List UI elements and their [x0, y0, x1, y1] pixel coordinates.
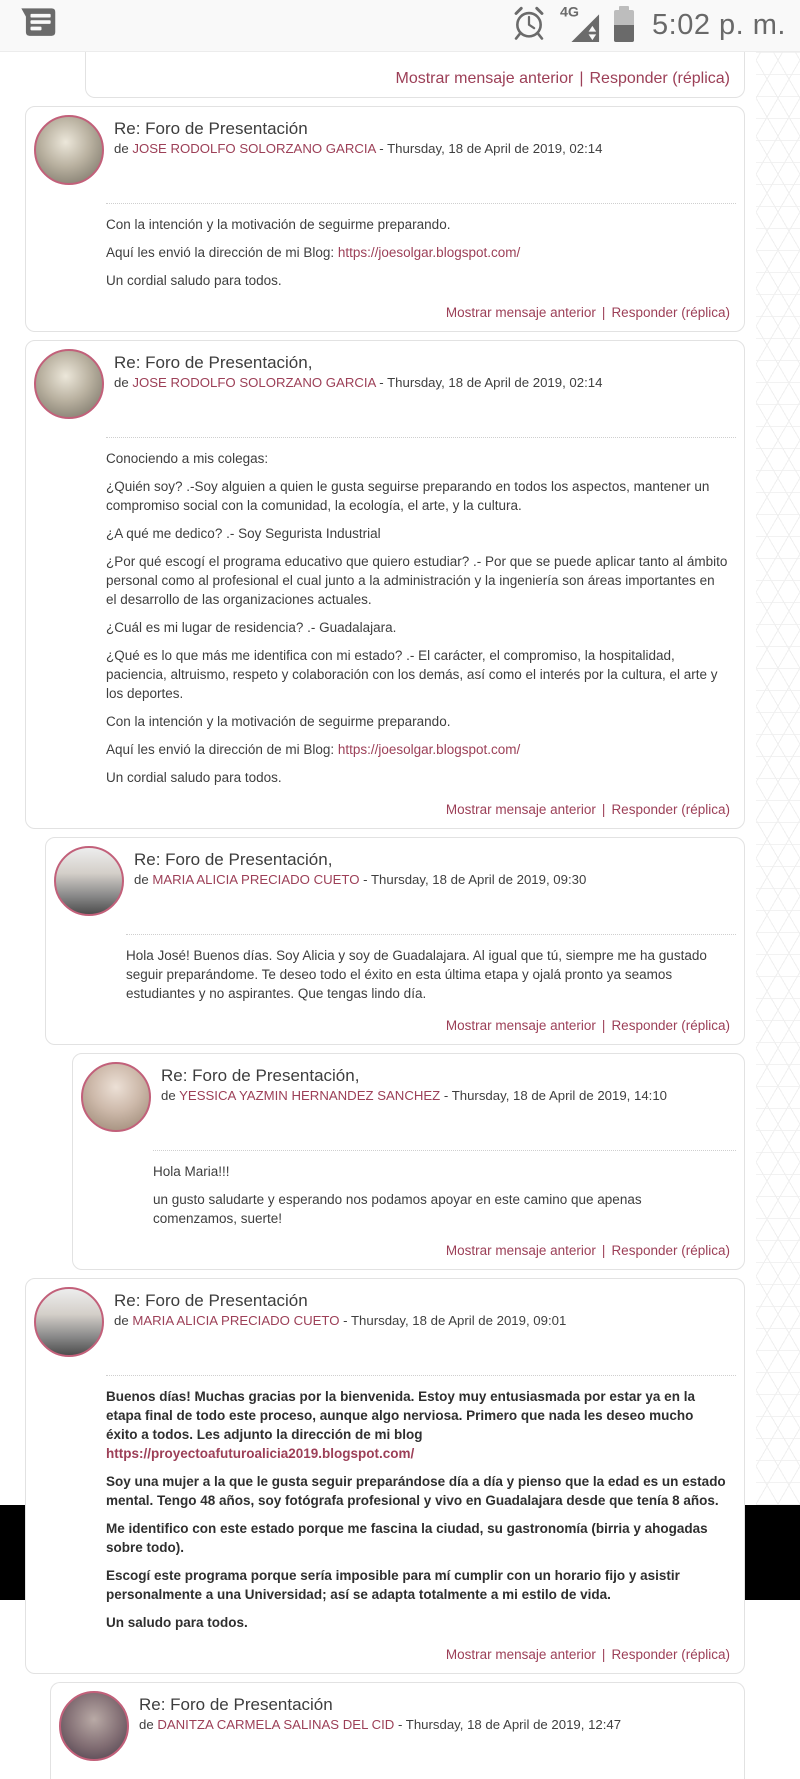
show-parent-link[interactable]: Mostrar mensaje anterior: [395, 70, 574, 87]
post-footer-links: [395, 70, 730, 88]
forum-post: [50, 1682, 745, 1779]
forum-post: [25, 340, 745, 829]
forum-post-partial: [85, 52, 745, 98]
author-link[interactable]: DANITZA CARMELA SALINAS DEL CID: [157, 1717, 395, 1733]
show-parent-link[interactable]: Mostrar mensaje anterior: [445, 1647, 596, 1662]
footer-divider: |: [601, 1018, 606, 1033]
post-meta: de JOSE RODOLFO SOLORZANO GARCIA - Thursday, 18 de April de 2019, 02:14: [114, 141, 603, 157]
forum-post: [25, 106, 745, 332]
footer-divider: |: [601, 1647, 606, 1662]
status-bar: [0, 0, 800, 52]
show-parent-link[interactable]: Mostrar mensaje anterior: [445, 802, 596, 817]
reply-link[interactable]: Responder (réplica): [611, 802, 730, 817]
blog-link[interactable]: https://proyectoafuturoalicia2019.blogspot.com/: [106, 1446, 415, 1461]
post-body: Hola Maria!!! un gusto saludarte y esperando nos podamos apoyar en este camino que apenas comenzamos, suerte!: [153, 1164, 642, 1226]
avatar[interactable]: [81, 1062, 151, 1132]
post-date: - Thursday, 18 de April de 2019, 02:14: [375, 375, 603, 391]
post-footer-links: [446, 1243, 730, 1258]
post-date: - Thursday, 18 de April de 2019, 02:14: [375, 141, 603, 157]
avatar[interactable]: [34, 1287, 104, 1357]
author-link[interactable]: MARIA ALICIA PRECIADO CUETO: [152, 872, 360, 888]
post-title: Re: Foro de Presentación: [139, 1695, 333, 1714]
author-link[interactable]: MARIA ALICIA PRECIADO CUETO: [132, 1313, 340, 1329]
post-date: - Thursday, 18 de April de 2019, 09:01: [339, 1313, 567, 1329]
reply-link[interactable]: Responder (réplica): [611, 1243, 730, 1258]
post-title: Re: Foro de Presentación,: [114, 353, 313, 372]
post-body: Con la intención y la motivación de seguirme preparando. Aquí les envió la dirección de mi Blog: https://joesolgar.blogspot.com/ Un cordial saludo para todos.: [106, 217, 521, 288]
reply-link[interactable]: Responder (réplica): [611, 305, 730, 320]
post-title: Re: Foro de Presentación: [114, 1291, 308, 1310]
forum-post: [45, 837, 745, 1045]
author-link[interactable]: JOSE RODOLFO SOLORZANO GARCIA: [132, 141, 376, 157]
footer-divider: |: [601, 802, 606, 817]
post-title: Re: Foro de Presentación,: [134, 850, 333, 869]
footer-divider: |: [601, 305, 606, 320]
forum-post: [72, 1053, 745, 1270]
footer-divider: |: [579, 70, 584, 87]
post-body: Hola José! Buenos días. Soy Alicia y soy de Guadalajara. Al igual que tú, siempre me ha gustado seguir preparándome. Te deseo todo el éxito en esta última etapa y ojalá pronto ya seamos estudiantes y no aspirantes. Que tengas lindo día.: [126, 948, 707, 1001]
footer-divider: |: [601, 1243, 606, 1258]
reply-link[interactable]: Responder (réplica): [611, 1647, 730, 1662]
post-meta: de YESSICA YAZMIN HERNANDEZ SANCHEZ - Thursday, 18 de April de 2019, 14:10: [161, 1088, 667, 1104]
post-meta: de MARIA ALICIA PRECIADO CUETO - Thursday, 18 de April de 2019, 09:30: [134, 872, 587, 888]
post-footer-links: [446, 1647, 730, 1662]
post-title: Re: Foro de Presentación,: [161, 1066, 360, 1085]
avatar[interactable]: [34, 115, 104, 185]
post-date: - Thursday, 18 de April de 2019, 09:30: [359, 872, 587, 888]
battery-icon: [614, 10, 634, 42]
reply-link[interactable]: Responder (réplica): [589, 70, 730, 87]
post-footer-links: [446, 802, 730, 817]
show-parent-link[interactable]: Mostrar mensaje anterior: [445, 305, 596, 320]
forum-post: [25, 1278, 745, 1674]
forum-thread-view: [0, 52, 800, 1733]
post-meta: de MARIA ALICIA PRECIADO CUETO - Thursday, 18 de April de 2019, 09:01: [114, 1313, 567, 1329]
reply-link[interactable]: Responder (réplica): [611, 1018, 730, 1033]
blog-link[interactable]: https://joesolgar.blogspot.com/: [337, 245, 521, 260]
avatar[interactable]: [59, 1691, 129, 1761]
alarm-clock-icon: [510, 4, 548, 47]
show-parent-link[interactable]: Mostrar mensaje anterior: [445, 1243, 596, 1258]
signal-4g-icon: [560, 3, 600, 48]
avatar[interactable]: [54, 846, 124, 916]
avatar[interactable]: [34, 349, 104, 419]
post-footer-links: [446, 305, 730, 320]
network-label: 4G: [560, 4, 580, 21]
post-date: - Thursday, 18 de April de 2019, 14:10: [440, 1088, 667, 1104]
clock-time: 5:02 p. m.: [652, 9, 786, 41]
post-body: Buenos días! Muchas gracias por la bienvenida. Estoy muy entusiasmada por estar ya en la etapa final de todo este proceso, aunque algo nerviosa. Primero que nada les deseo mucho éxito a todos. Les adjunto la dirección de mi blog https://proyectoafuturoalicia2019.blogspot.com/ Soy una mujer a la que le gusta seguir preparándose día a día y pienso que la edad es un estado mental. Tengo 48 años, soy fotógrafa profesional y vivo en Guadalajara desde que tenía 8 años. Me identifico con este estado porque me fascina la ciudad, su gastronomía (birria y ahogadas sobre todo). Escogí este programa porque sería imposible para mí cumplir con un horario fijo y asistir personalmente a una Universidad; así se adapta totalmente a mi estilo de vida. Un saludo para todos.: [106, 1389, 726, 1630]
post-title: Re: Foro de Presentación: [114, 119, 308, 138]
message-notification-icon: [14, 3, 58, 48]
post-meta: de DANITZA CARMELA SALINAS DEL CID - Thursday, 18 de April de 2019, 12:47: [139, 1717, 622, 1733]
post-meta: de JOSE RODOLFO SOLORZANO GARCIA - Thursday, 18 de April de 2019, 02:14: [114, 375, 603, 391]
show-parent-link[interactable]: Mostrar mensaje anterior: [445, 1018, 596, 1033]
author-link[interactable]: JOSE RODOLFO SOLORZANO GARCIA: [132, 375, 376, 391]
author-link[interactable]: YESSICA YAZMIN HERNANDEZ SANCHEZ: [179, 1088, 441, 1104]
blog-link[interactable]: https://joesolgar.blogspot.com/: [337, 742, 521, 757]
post-date: - Thursday, 18 de April de 2019, 12:47: [394, 1717, 622, 1733]
post-footer-links: [446, 1018, 730, 1033]
post-body: Conociendo a mis colegas: ¿Quién soy? .-Soy alguien a quien le gusta seguirse preparando en todos los aspectos, mantener un compromiso social con la comunidad, la ecología, el arte, y la cultura. ¿A qué me dedico? .- Soy Segurista Industrial ¿Por qué escogí el programa educativo que quiero estudiar? .- Por que se puede aplicar tanto al ámbito personal como al profesional el cual junto a la administración y la ingeniería son áreas importantes en el desarrollo de las organizaciones actuales. ¿Cuál es mi lugar de residencia? .- Guadalajara. ¿Qué es lo que más me identifica con mi estado? .- El carácter, el compromiso, la hospitalidad, paciencia, altruismo, respeto y colaboración con los demás, así como el interés por la cultura, el arte y los deportes. Con la intención y la motivación de seguirme preparando. Aquí les envió la dirección de mi Blog: https://joesolgar.blogspot.com/ Un cordial saludo para todos.: [106, 451, 728, 785]
